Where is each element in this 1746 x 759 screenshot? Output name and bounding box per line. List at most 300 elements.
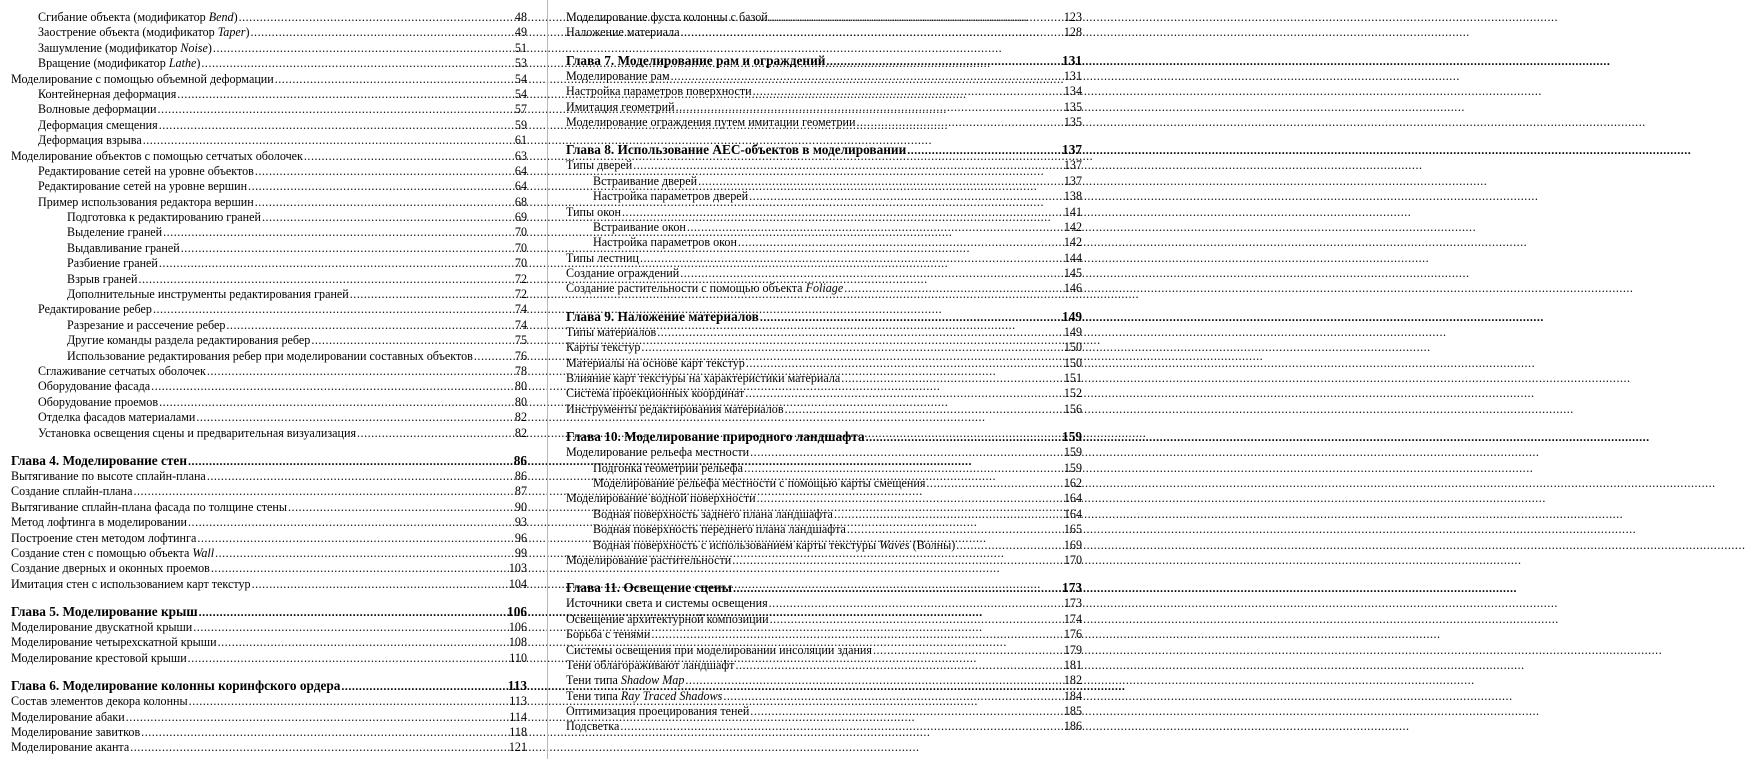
- dot-leader: [252, 577, 508, 592]
- toc-entry: [11, 710, 527, 725]
- toc-entry-title: Настройка параметров дверей: [593, 189, 749, 204]
- toc-entry-title: Глава 11. Освещение сцены: [566, 580, 732, 596]
- dot-leader: [651, 627, 1063, 642]
- toc-page-number: 165: [1063, 522, 1082, 537]
- toc-page-number: 176: [1063, 627, 1082, 642]
- toc-entry: [11, 241, 527, 256]
- toc-entry-title: Деформация взрыва: [38, 133, 142, 148]
- dot-leader: [199, 604, 506, 621]
- toc-entry: [11, 56, 527, 71]
- toc-entry-title: Заострение объекта (модификатор Taper): [38, 25, 250, 40]
- toc-entry-title: Моделирование с помощью объемной деформации: [11, 71, 274, 86]
- toc-page-number: 103: [508, 561, 527, 576]
- toc-page-number: 162: [1063, 475, 1082, 490]
- toc-page-number: 134: [1063, 84, 1082, 99]
- toc-page-number: 137: [1063, 173, 1082, 188]
- toc-entry-title: Карты текстур: [566, 340, 641, 355]
- dot-leader: [151, 379, 514, 394]
- dot-leader: [188, 453, 513, 470]
- toc-page-number: 142: [1063, 219, 1082, 234]
- toc-page-number: 113: [507, 678, 527, 694]
- toc-entry-italic-term: Ray Traced Shadows: [620, 688, 723, 703]
- toc-entry: [566, 251, 1082, 266]
- toc-page-number: 76: [514, 348, 527, 363]
- toc-page-number: 173: [1062, 580, 1082, 596]
- dot-leader: [873, 643, 1063, 658]
- toc-entry-title: Вытягивание сплайн-плана фасада по толщине стены: [11, 499, 288, 514]
- toc-entry: [11, 102, 527, 117]
- toc-page-number: 150: [1063, 340, 1082, 355]
- toc-entry-title: Типы материалов: [566, 324, 657, 339]
- toc-entry-title: Наложение материала: [566, 25, 680, 40]
- dot-leader: [749, 189, 1063, 204]
- dot-leader: [844, 281, 1063, 296]
- dot-leader: [163, 225, 514, 240]
- toc-entry: [11, 149, 527, 164]
- toc-entry: [566, 174, 1082, 189]
- toc-entry-title: Встраивание окон: [593, 219, 686, 234]
- toc-chapter-heading: [566, 52, 1082, 69]
- toc-page-number: 51: [514, 40, 527, 55]
- dot-leader: [732, 553, 1063, 568]
- dot-leader: [641, 340, 1062, 355]
- toc-page-number: 144: [1063, 250, 1082, 265]
- dot-leader: [834, 507, 1063, 522]
- toc-page-number: 138: [1063, 189, 1082, 204]
- dot-leader: [676, 100, 1063, 115]
- toc-entry: [11, 10, 527, 25]
- dot-leader: [188, 651, 509, 666]
- toc-entry-title: Создание растительности с помощью объекта Foliage: [566, 281, 844, 296]
- toc-entry: [11, 379, 527, 394]
- toc-entry: [11, 515, 527, 530]
- toc-entry-title: Редактирование ребер: [38, 302, 152, 317]
- toc-page-number: 121: [508, 740, 527, 755]
- dot-leader: [350, 287, 514, 302]
- toc-page-number: 137: [1063, 158, 1082, 173]
- toc-left-column: [11, 10, 527, 756]
- dot-leader: [785, 402, 1063, 417]
- toc-entry: [11, 469, 527, 484]
- toc-entry-title: Редактирование сетей на уровне вершин: [38, 179, 248, 194]
- dot-leader: [188, 515, 514, 530]
- toc-right-column: [566, 10, 1082, 735]
- toc-entry: [566, 189, 1082, 204]
- toc-page-number: 123: [1063, 10, 1082, 24]
- toc-entry-title: Освещение архитектурной композиции: [566, 611, 769, 626]
- dot-leader: [640, 251, 1063, 266]
- toc-chapter-heading: [11, 452, 527, 469]
- dot-leader: [671, 69, 1063, 84]
- dot-leader: [275, 72, 514, 87]
- toc-entry: [11, 164, 527, 179]
- toc-entry-title: Моделирование крестовой крыши: [11, 650, 187, 665]
- toc-chapter-heading: [566, 579, 1082, 596]
- toc-entry: [566, 220, 1082, 235]
- toc-entry: [566, 402, 1082, 417]
- dot-leader: [193, 620, 508, 635]
- toc-page-number: 135: [1063, 99, 1082, 114]
- dot-leader: [196, 410, 514, 425]
- toc-chapter-heading: [11, 677, 527, 694]
- toc-page-number: 80: [514, 394, 527, 409]
- toc-page-number: 80: [514, 379, 527, 394]
- toc-entry-title: Глава 4. Моделирование стен: [11, 452, 187, 468]
- toc-entry: [566, 719, 1082, 734]
- toc-entry-title: Водная поверхность с использованием карты текстуры Waves (Волны): [593, 537, 956, 552]
- toc-entry: [11, 531, 527, 546]
- toc-entry-title: Типы дверей: [566, 158, 633, 173]
- dot-leader: [735, 658, 1062, 673]
- toc-entry-title: Система проекционных координат: [566, 386, 745, 401]
- dot-leader: [239, 10, 514, 25]
- dot-leader: [926, 476, 1062, 491]
- toc-page-number: 152: [1063, 386, 1082, 401]
- toc-entry: [11, 484, 527, 499]
- toc-entry-title: Моделирование рам: [566, 68, 670, 83]
- toc-page-number: 173: [1063, 596, 1082, 611]
- toc-page-number: 82: [514, 425, 527, 440]
- toc-page-number: 64: [514, 179, 527, 194]
- dot-leader: [189, 694, 509, 709]
- toc-page-number: 78: [514, 363, 527, 378]
- toc-entry-italic-term: Wall: [192, 545, 215, 560]
- toc-page-number: 90: [514, 499, 527, 514]
- toc-entry-title: Выделение граней: [67, 225, 163, 240]
- toc-page-number: 128: [1063, 25, 1082, 40]
- toc-page-number: 70: [514, 225, 527, 240]
- dot-leader: [357, 426, 514, 441]
- toc-page-number: 186: [1063, 719, 1082, 734]
- toc-entry: [566, 371, 1082, 386]
- toc-page-number: 159: [1062, 429, 1082, 445]
- toc-entry: [566, 266, 1082, 281]
- toc-entry-title: Моделирование фуста колонны с базой: [566, 10, 768, 24]
- toc-entry: [566, 704, 1082, 719]
- toc-entry-title: Моделирование абаки: [11, 709, 125, 724]
- toc-entry: [566, 235, 1082, 250]
- toc-entry: [11, 318, 527, 333]
- toc-page-number: 108: [508, 635, 527, 650]
- toc-chapter-heading: [11, 603, 527, 620]
- toc-entry-title: Сглаживание сетчатых оболочек: [38, 363, 206, 378]
- toc-entry: [11, 500, 527, 515]
- dot-leader: [956, 538, 1063, 553]
- dot-leader: [226, 318, 514, 333]
- toc-entry-title: Подсветка: [566, 719, 620, 734]
- toc-page-number: 104: [508, 576, 527, 591]
- toc-entry-italic-term: Bend: [208, 10, 234, 24]
- dot-leader: [760, 309, 1061, 326]
- toc-entry: [11, 195, 527, 210]
- toc-entry-title: Настройка параметров поверхности: [566, 84, 752, 99]
- toc-entry: [566, 281, 1082, 296]
- toc-entry: [11, 740, 527, 755]
- toc-entry-title: Построение стен методом лофтинга: [11, 530, 197, 545]
- dot-leader: [159, 256, 514, 271]
- dot-leader: [770, 612, 1063, 627]
- toc-entry-italic-term: Taper: [217, 25, 246, 40]
- toc-entry: [11, 41, 527, 56]
- toc-page-number: 185: [1063, 704, 1082, 719]
- dot-leader: [757, 491, 1063, 506]
- toc-entry-title: Тени типа Ray Traced Shadows: [566, 688, 723, 703]
- toc-entry: [566, 445, 1082, 460]
- toc-entry: [11, 620, 527, 635]
- toc-chapter-heading: [566, 428, 1082, 445]
- toc-entry-title: Тени типа Shadow Map: [566, 673, 685, 688]
- toc-entry: [11, 225, 527, 240]
- toc-page-number: 146: [1063, 281, 1082, 296]
- toc-entry: [566, 476, 1082, 491]
- dot-leader: [141, 725, 508, 740]
- toc-entry: [566, 386, 1082, 401]
- toc-entry: [11, 287, 527, 302]
- toc-page-number: 151: [1063, 371, 1082, 386]
- toc-entry: [566, 491, 1082, 506]
- dot-leader: [622, 205, 1063, 220]
- toc-page-number: 75: [514, 333, 527, 348]
- toc-page-number: 64: [514, 163, 527, 178]
- toc-page-number: 137: [1062, 142, 1082, 158]
- toc-entry-title: Водная поверхность заднего плана ландшафта: [593, 506, 833, 521]
- toc-entry-title: Создание сплайн-плана: [11, 484, 133, 499]
- toc-page-number: 86: [514, 468, 527, 483]
- dot-leader: [143, 133, 514, 148]
- toc-entry-title: Глава 6. Моделирование колонны коринфского ордера: [11, 678, 341, 694]
- toc-page-number: 114: [509, 709, 527, 724]
- dot-leader: [211, 561, 508, 576]
- toc-entry-title: Моделирование объектов с помощью сетчатых оболочек: [11, 148, 303, 163]
- toc-entry-title: Другие команды раздела редактирования ребер: [67, 333, 311, 348]
- toc-entry-title: Взрыв граней: [67, 271, 138, 286]
- toc-page-number: 49: [514, 25, 527, 40]
- toc-entry: [11, 133, 527, 148]
- toc-page-number: 54: [514, 71, 527, 86]
- dot-leader: [620, 719, 1063, 734]
- toc-entry-title: Глава 5. Моделирование крыш: [11, 604, 198, 620]
- toc-page-number: 182: [1063, 673, 1082, 688]
- toc-entry-italic-term: Noise: [180, 40, 208, 55]
- toc-page-number: 174: [1063, 611, 1082, 626]
- toc-entry: [566, 356, 1082, 371]
- dot-leader: [288, 500, 514, 515]
- dot-leader: [311, 333, 514, 348]
- dot-leader: [213, 41, 514, 56]
- dot-leader: [826, 53, 1061, 70]
- dot-leader: [633, 158, 1063, 173]
- toc-page-number: 113: [509, 694, 527, 709]
- dot-leader: [218, 635, 508, 650]
- toc-chapter-heading: [566, 308, 1082, 325]
- toc-page-number: 74: [514, 317, 527, 332]
- toc-entry: [11, 118, 527, 133]
- toc-entry-title: Метод лофтинга в моделировании: [11, 515, 188, 530]
- toc-entry-title: Установка освещения сцены и предварительная визуализация: [38, 425, 357, 440]
- toc-entry-title: Создание дверных и оконных проемов: [11, 561, 210, 576]
- toc-entry: [11, 25, 527, 40]
- toc-entry-title: Водная поверхность переднего плана ландшафта: [593, 522, 846, 537]
- toc-entry-title: Глава 10. Моделирование природного ландшафта: [566, 429, 865, 445]
- toc-page-number: 164: [1063, 506, 1082, 521]
- dot-leader: [687, 220, 1063, 235]
- dot-leader: [262, 210, 514, 225]
- toc-entry: [566, 25, 1082, 40]
- dot-leader: [255, 164, 514, 179]
- toc-entry: [11, 272, 527, 287]
- dot-leader: [304, 149, 514, 164]
- toc-entry-title: Моделирование аканта: [11, 740, 130, 755]
- toc-entry: [566, 158, 1082, 173]
- dot-leader: [158, 102, 514, 117]
- toc-entry: [566, 115, 1082, 130]
- toc-chapter-heading: [566, 141, 1082, 158]
- toc-page-number: 145: [1063, 266, 1082, 281]
- dot-leader: [251, 25, 514, 40]
- toc-entry: [11, 546, 527, 561]
- toc-entry-title: Типы окон: [566, 204, 622, 219]
- toc-entry: [11, 349, 527, 364]
- dot-leader: [138, 272, 513, 287]
- toc-entry: [566, 69, 1082, 84]
- toc-entry: [11, 364, 527, 379]
- toc-entry: [11, 635, 527, 650]
- toc-page-number: 48: [514, 10, 527, 24]
- toc-entry: [566, 461, 1082, 476]
- toc-entry-title: Глава 7. Моделирование рам и ограждений: [566, 52, 826, 68]
- toc-entry: [11, 577, 527, 592]
- toc-entry: [11, 87, 527, 102]
- toc-page-number: 68: [514, 194, 527, 209]
- toc-entry: [11, 256, 527, 271]
- toc-entry-title: Пример использования редактора вершин: [38, 194, 254, 209]
- toc-page-number: 59: [514, 117, 527, 132]
- toc-entry: [566, 612, 1082, 627]
- toc-entry-title: Типы лестниц: [566, 250, 639, 265]
- toc-entry: [11, 410, 527, 425]
- dot-leader: [130, 740, 508, 755]
- toc-page-number: 61: [514, 133, 527, 148]
- toc-entry-title: Встраивание дверей: [593, 173, 698, 188]
- toc-entry: [566, 538, 1082, 553]
- toc-entry-title: Состав элементов декора колонны: [11, 694, 188, 709]
- dot-leader: [841, 371, 1063, 386]
- toc-entry-title: Волновые деформации: [38, 102, 157, 117]
- toc-entry: [566, 673, 1082, 688]
- toc-entry-title: Влияние карт текстуры на характеристики материала: [566, 371, 841, 386]
- toc-entry-title: Разрезание и рассечение ребер: [67, 317, 226, 332]
- dot-leader: [750, 445, 1063, 460]
- dot-leader: [847, 522, 1063, 537]
- toc-page-number: 106: [507, 604, 527, 620]
- toc-page-number: 63: [514, 148, 527, 163]
- toc-page-number: 141: [1063, 204, 1082, 219]
- dot-leader: [248, 179, 514, 194]
- dot-leader: [181, 241, 514, 256]
- dot-leader: [177, 87, 514, 102]
- toc-entry: [566, 553, 1082, 568]
- toc-page-number: 159: [1063, 460, 1082, 475]
- toc-entry: [566, 507, 1082, 522]
- dot-leader: [159, 118, 514, 133]
- toc-entry: [566, 627, 1082, 642]
- dot-leader: [133, 484, 513, 499]
- toc-entry-title: Контейнерная деформация: [38, 86, 177, 101]
- toc-entry-title: Глава 9. Наложение материалов: [566, 308, 759, 324]
- toc-entry-title: Имитация геометрий: [566, 99, 675, 114]
- toc-page-number: 99: [514, 545, 527, 560]
- toc-entry-title: Использование редактирования ребер при моделировании составных объектов: [67, 348, 473, 363]
- toc-entry-italic-term: Foliage: [805, 281, 844, 296]
- toc-page-number: 164: [1063, 491, 1082, 506]
- toc-entry: [566, 596, 1082, 611]
- toc-page-number: 93: [514, 515, 527, 530]
- toc-entry-title: Инструменты редактирования материалов: [566, 401, 784, 416]
- toc-page-number: 149: [1063, 324, 1082, 339]
- toc-page-number: 142: [1063, 235, 1082, 250]
- toc-page-number: 149: [1062, 308, 1082, 324]
- toc-entry-title: Моделирование водной поверхности: [566, 491, 756, 506]
- toc-page-number: 169: [1063, 537, 1082, 552]
- dot-leader: [207, 364, 514, 379]
- toc-page-number: 181: [1063, 657, 1082, 672]
- toc-page-number: 179: [1063, 642, 1082, 657]
- toc-entry-title: Моделирование завитков: [11, 725, 141, 740]
- toc-page-number: 159: [1063, 445, 1082, 460]
- toc-entry: [566, 100, 1082, 115]
- toc-entry: [566, 325, 1082, 340]
- toc-page-number: 156: [1063, 401, 1082, 416]
- toc-entry-title: Источники света и системы освещения: [566, 596, 768, 611]
- toc-page-number: 54: [514, 86, 527, 101]
- toc-entry: [11, 725, 527, 740]
- dot-leader: [698, 174, 1063, 189]
- dot-leader: [197, 531, 514, 546]
- toc-entry-title: Моделирование рельефа местности с помощью карты смещения: [593, 475, 926, 490]
- toc-entry-title: Тени облагораживают ландшафт: [566, 657, 735, 672]
- toc-entry-title: Выдавливание граней: [67, 240, 180, 255]
- toc-entry-title: Моделирование двускатной крыши: [11, 620, 193, 635]
- toc-page-number: 82: [514, 410, 527, 425]
- toc-entry-title: Оптимизация проецирования теней: [566, 704, 750, 719]
- toc-entry-title: Моделирование растительности: [566, 552, 732, 567]
- toc-entry-title: Системы освещения при моделировании инсоляции здания: [566, 642, 872, 657]
- toc-page-number: 57: [514, 102, 527, 117]
- toc-entry: [566, 205, 1082, 220]
- toc-entry: [11, 72, 527, 87]
- toc-entry: [11, 651, 527, 666]
- toc-entry: [566, 340, 1082, 355]
- dot-leader: [207, 469, 514, 484]
- toc-page-number: 184: [1063, 688, 1082, 703]
- toc-entry: [11, 395, 527, 410]
- dot-leader: [769, 596, 1063, 611]
- dot-leader: [738, 235, 1063, 250]
- toc-page-number: 150: [1063, 355, 1082, 370]
- dot-leader: [866, 429, 1061, 446]
- toc-page-number: 72: [514, 271, 527, 286]
- dot-leader: [733, 580, 1061, 597]
- toc-entry-title: Моделирование ограждения путем имитации геометрии: [566, 114, 856, 129]
- toc-entry: [566, 522, 1082, 537]
- dot-leader: [201, 56, 514, 71]
- toc-entry-title: Оборудование проемов: [38, 394, 159, 409]
- dot-leader: [657, 325, 1063, 340]
- toc-entry-title: Создание стен с помощью объекта Wall: [11, 545, 215, 560]
- toc-entry: [11, 333, 527, 348]
- toc-entry-title: Оборудование фасада: [38, 379, 151, 394]
- dot-leader: [907, 142, 1061, 159]
